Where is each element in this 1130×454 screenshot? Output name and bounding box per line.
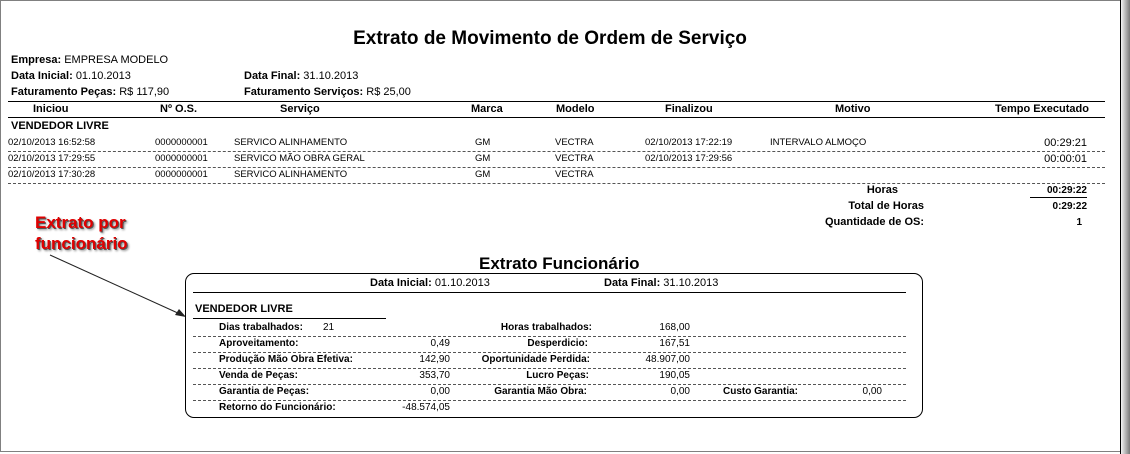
row-2-tempo: 00:00:01: [1044, 153, 1087, 165]
row-1-motivo: INTERVALO ALMOÇO: [770, 137, 867, 148]
data-inicial-line: Data Inicial: 01.10.2013: [11, 70, 131, 82]
row-1-finalizou: 02/10/2013 17:22:19: [645, 137, 733, 148]
row-1-os: 0000000001: [155, 137, 208, 148]
row-2-modelo: VECTRA: [555, 153, 594, 164]
funcionario-title: Extrato Funcionário: [479, 254, 640, 273]
row-1-modelo: VECTRA: [555, 137, 594, 148]
horas-trabalhados-value: 168,00: [659, 322, 690, 333]
garantia-pecas-label: Garantia de Peças:: [219, 386, 310, 397]
retorno-funcionario-label: Retorno do Funcionário:: [219, 402, 336, 413]
row-2-marca: GM: [475, 153, 491, 164]
row-3-os: 0000000001: [155, 169, 208, 180]
horas-value: 00:29:22: [1046, 185, 1087, 196]
funcionario-data-final: Data Final: 31.10.2013: [604, 277, 719, 289]
desperdicio-label: Desperdicio:: [527, 338, 588, 349]
row-2-finalizou: 02/10/2013 17:29:56: [645, 153, 733, 164]
row-1-iniciou: 02/10/2013 16:52:58: [8, 137, 96, 148]
funcionario-header-rule: [193, 292, 906, 293]
producao-value: 142,90: [419, 354, 450, 365]
dias-trabalhados-label: Dias trabalhados:: [219, 322, 303, 333]
funcionario-data-inicial: Data Inicial: 01.10.2013: [370, 277, 490, 289]
row-1-marca: GM: [475, 137, 491, 148]
col-iniciou: Iniciou: [33, 103, 69, 115]
quantidade-os-value: 1: [1076, 217, 1082, 228]
lucro-pecas-value: 190,05: [659, 370, 690, 381]
row-2-os: 0000000001: [155, 153, 208, 164]
producao-label: Produção Mão Obra Efetiva:: [219, 354, 353, 365]
empresa-line: Empresa: EMPRESA MODELO: [11, 54, 169, 66]
funcionario-name-rule: [193, 318, 386, 319]
funcionario-row-separator: [193, 352, 906, 353]
funcionario-row-separator: [193, 336, 906, 337]
aproveitamento-value: 0,49: [430, 338, 450, 349]
faturamento-servicos-line: Faturamento Serviços: R$ 25,00: [244, 86, 411, 98]
lucro-pecas-label: Lucro Peças:: [526, 370, 589, 381]
custo-garantia-value: 0,00: [862, 386, 882, 397]
custo-garantia-label: Custo Garantia:: [723, 386, 799, 397]
desperdicio-value: 167,51: [659, 338, 690, 349]
col-tempo-executado: Tempo Executado: [995, 103, 1089, 115]
row-3-modelo: VECTRA: [555, 169, 594, 180]
garantia-pecas-value: 0,00: [430, 386, 450, 397]
total-horas-value: 0:29:22: [1052, 201, 1087, 212]
venda-pecas-value: 353,70: [419, 370, 450, 381]
col-os: Nº O.S.: [160, 103, 198, 115]
horas-label: Horas: [866, 184, 898, 196]
funcionario-row-separator: [193, 400, 906, 401]
funcionario-name: VENDEDOR LIVRE: [195, 303, 293, 315]
garantia-mao-obra-label: Garantia Mão Obra:: [494, 386, 587, 397]
col-finalizou: Finalizou: [665, 103, 713, 115]
row-1-servico: SERVICO ALINHAMENTO: [234, 137, 348, 148]
oportunidade-perdida-label: Oportunidade Perdida:: [481, 354, 590, 365]
report-title: Extrato de Movimento de Ordem de Serviço: [353, 28, 747, 49]
data-final-line: Data Final: 31.10.2013: [244, 70, 359, 82]
horas-trabalhados-label: Horas trabalhados:: [500, 322, 592, 333]
row-1-tempo: 00:29:21: [1044, 137, 1087, 149]
quantidade-os-label: Quantidade de OS:: [824, 216, 924, 228]
garantia-mao-obra-value: 0,00: [670, 386, 690, 397]
row-3-marca: GM: [475, 169, 491, 180]
col-marca: Marca: [471, 103, 503, 115]
row-3-servico: SERVICO ALINHAMENTO: [234, 169, 348, 180]
funcionario-row-separator: [193, 368, 906, 369]
row-3-iniciou: 02/10/2013 17:30:28: [8, 169, 96, 180]
callout-annotation: Extrato por funcionário: [35, 213, 128, 253]
dias-trabalhados-value: 21: [323, 322, 335, 333]
row-2-servico: SERVICO MÃO OBRA GERAL: [234, 153, 365, 164]
retorno-funcionario-value: -48.574,05: [402, 402, 450, 413]
oportunidade-perdida-value: 48.907,00: [645, 354, 690, 365]
venda-pecas-label: Venda de Peças:: [219, 370, 298, 381]
group-name: VENDEDOR LIVRE: [11, 120, 109, 132]
col-motivo: Motivo: [835, 103, 871, 115]
aproveitamento-label: Aproveitamento:: [219, 338, 299, 349]
faturamento-pecas-line: Faturamento Peças: R$ 117,90: [11, 86, 170, 98]
col-modelo: Modelo: [556, 103, 595, 115]
row-2-iniciou: 02/10/2013 17:29:55: [8, 153, 96, 164]
total-horas-label: Total de Horas: [848, 200, 924, 212]
funcionario-row-separator: [193, 384, 906, 385]
col-servico: Serviço: [280, 103, 320, 115]
